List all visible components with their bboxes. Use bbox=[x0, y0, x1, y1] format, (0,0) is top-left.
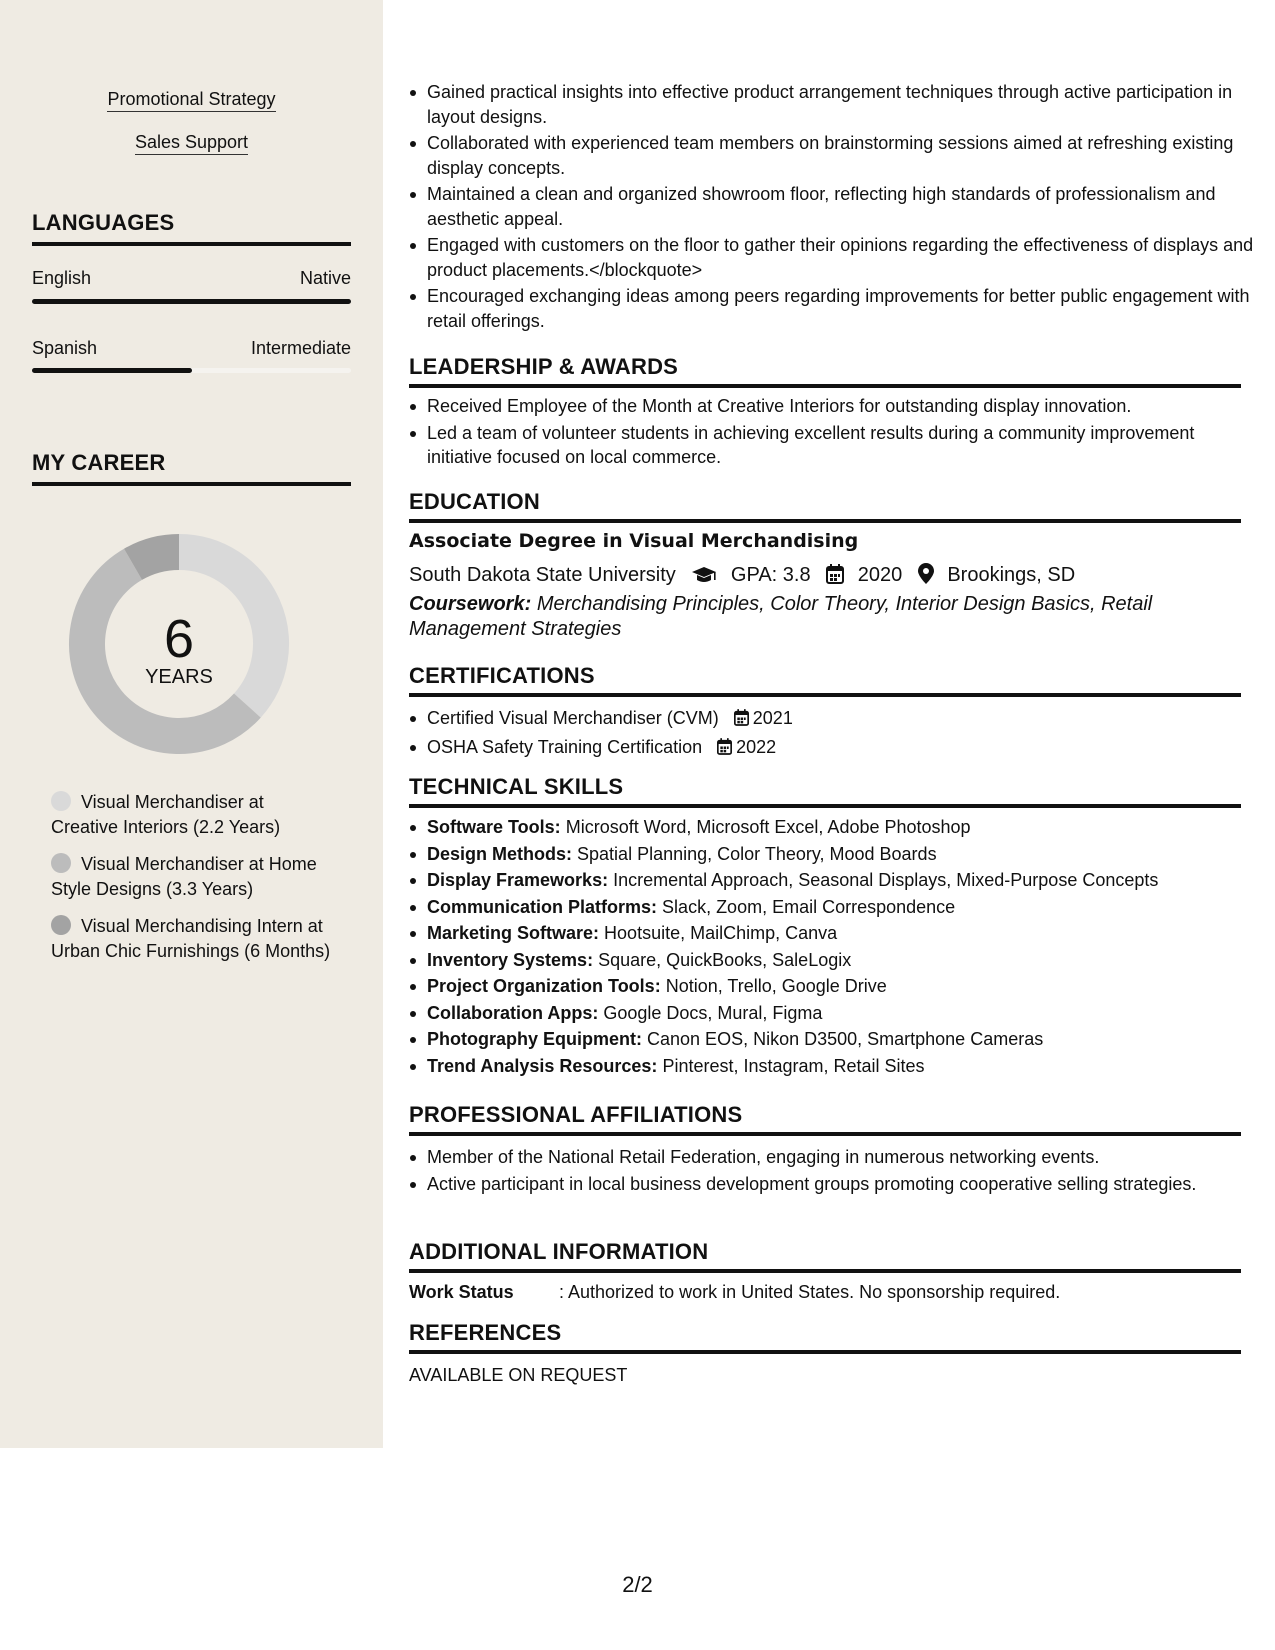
language-row bbox=[32, 337, 351, 359]
list-item bbox=[427, 948, 1259, 973]
career-legend-item bbox=[51, 852, 331, 901]
skill-label: Trend Analysis Resources: bbox=[427, 1055, 658, 1076]
education-meta bbox=[409, 562, 1075, 591]
list-item: Gained practical insights into effective product arrangement techniques through active participation in layout designs. bbox=[427, 80, 1259, 129]
list-item bbox=[427, 842, 1259, 867]
list-item: Maintained a clean and organized showroom floor, reflecting high standards of professionalism and aesthetic appeal. bbox=[427, 182, 1259, 231]
skills-list bbox=[0, 88, 383, 174]
coursework-text: Merchandising Principles, Color Theory, Interior Design Basics, Retail Management Strategies bbox=[409, 593, 1153, 640]
language-row bbox=[32, 267, 351, 289]
page-number: 2/2 bbox=[622, 1572, 653, 1597]
legend-dot bbox=[51, 791, 71, 811]
skill-value: Canon EOS, Nikon D3500, Smartphone Cameras bbox=[647, 1029, 1044, 1049]
list-item: Member of the National Retail Federation, engaging in numerous networking events. bbox=[427, 1145, 1259, 1170]
list-item: Encouraged exchanging ideas among peers regarding improvements for better public engagement with retail offerings. bbox=[427, 284, 1259, 333]
skill-value: Slack, Zoom, Email Correspondence bbox=[662, 896, 956, 917]
additional-info-heading: ADDITIONAL INFORMATION bbox=[409, 1239, 1241, 1273]
skill-value: Hootsuite, MailChimp, Canva bbox=[604, 923, 838, 943]
career-legend-label: Visual Merchandiser at Home Style Designs (3.3 Years) bbox=[51, 854, 317, 899]
leadership-heading: LEADERSHIP & AWARDS bbox=[409, 354, 1241, 388]
leadership-list bbox=[409, 394, 1259, 472]
list-item bbox=[427, 706, 1259, 733]
legend-dot bbox=[51, 915, 71, 935]
calendar-icon bbox=[734, 708, 749, 733]
list-item bbox=[427, 1054, 1259, 1079]
coursework-label: Coursework: bbox=[409, 593, 532, 615]
list-item: Received Employee of the Month at Creative Interiors for outstanding display innovation. bbox=[427, 394, 1259, 419]
language-bar bbox=[32, 299, 351, 304]
list-item bbox=[427, 1001, 1259, 1026]
list-item: Collaborated with experienced team members on brainstorming sessions aimed at refreshing existing display concepts. bbox=[427, 131, 1259, 180]
certification-name: OSHA Safety Training Certification bbox=[427, 736, 703, 757]
skill-value: Notion, Trello, Google Drive bbox=[665, 976, 887, 996]
skill-label: Project Organization Tools: bbox=[427, 976, 661, 996]
career-total: 6 bbox=[163, 609, 195, 669]
skill-value: Google Docs, Mural, Figma bbox=[603, 1002, 823, 1023]
work-status-row bbox=[409, 1280, 1060, 1304]
career-legend-item bbox=[51, 790, 331, 839]
education-school: South Dakota State University bbox=[409, 564, 676, 586]
graduation-cap-icon bbox=[691, 565, 717, 591]
education-location: Brookings, SD bbox=[947, 564, 1076, 586]
career-legend-item bbox=[51, 914, 331, 963]
language-name: Spanish bbox=[32, 338, 98, 358]
skill-value: Square, QuickBooks, SaleLogix bbox=[598, 949, 852, 970]
language-level: Native bbox=[299, 268, 351, 288]
education-degree: Associate Degree in Visual Merchandising bbox=[409, 530, 859, 552]
skill-value: Microsoft Word, Microsoft Excel, Adobe Photoshop bbox=[565, 817, 971, 837]
language-bar-fill bbox=[32, 299, 351, 304]
skill-value: Pinterest, Instagram, Retail Sites bbox=[662, 1055, 925, 1076]
legend-dot bbox=[51, 853, 71, 873]
affiliations-list bbox=[409, 1145, 1259, 1198]
skill-item: Promotional Strategy bbox=[107, 88, 275, 112]
certification-year: 2021 bbox=[752, 708, 793, 728]
language-bar bbox=[32, 368, 351, 373]
skill-label: Display Frameworks: bbox=[427, 870, 609, 890]
certification-year: 2022 bbox=[736, 736, 777, 757]
skill-value: Spatial Planning, Color Theory, Mood Boards bbox=[577, 843, 937, 864]
education-year: 2020 bbox=[857, 564, 903, 586]
location-pin-icon bbox=[918, 563, 934, 591]
language-bar-fill bbox=[32, 368, 192, 373]
list-item bbox=[427, 1027, 1259, 1052]
sidebar bbox=[0, 0, 383, 1448]
list-item bbox=[427, 735, 1259, 762]
calendar-icon bbox=[717, 737, 732, 762]
technical-skills-list bbox=[409, 815, 1259, 1080]
references-heading: REFERENCES bbox=[409, 1320, 1241, 1354]
list-item bbox=[427, 974, 1259, 999]
education-coursework bbox=[409, 592, 1189, 642]
skill-value: Incremental Approach, Seasonal Displays, Mixed-Purpose Concepts bbox=[613, 870, 1159, 890]
languages-heading: LANGUAGES bbox=[32, 210, 351, 246]
career-donut-chart bbox=[66, 531, 292, 757]
career-unit: YEARS bbox=[145, 666, 213, 688]
technical-skills-heading: TECHNICAL SKILLS bbox=[409, 774, 1241, 808]
skill-label: Software Tools: bbox=[427, 817, 561, 837]
language-level: Intermediate bbox=[250, 338, 351, 358]
career-heading: MY CAREER bbox=[32, 450, 351, 486]
work-status-value: : Authorized to work in United States. No sponsorship required. bbox=[559, 1282, 1061, 1302]
certifications-heading: CERTIFICATIONS bbox=[409, 663, 1241, 697]
list-item bbox=[427, 921, 1259, 946]
references-text: AVAILABLE ON REQUEST bbox=[409, 1365, 628, 1385]
certification-name: Certified Visual Merchandiser (CVM) bbox=[427, 708, 719, 728]
skill-label: Marketing Software: bbox=[427, 923, 600, 943]
list-item: Led a team of volunteer students in achieving excellent results during a community improvement initiative focused on local commerce. bbox=[427, 421, 1259, 470]
work-status-label: Work Status bbox=[409, 1282, 514, 1302]
career-legend-label: Visual Merchandiser at Creative Interiors (2.2 Years) bbox=[51, 792, 281, 837]
list-item bbox=[427, 815, 1259, 840]
list-item bbox=[427, 895, 1259, 920]
list-item: Active participant in local business development groups promoting cooperative selling strategies. bbox=[427, 1172, 1259, 1197]
skill-label: Collaboration Apps: bbox=[427, 1002, 599, 1023]
skill-item: Sales Support bbox=[135, 131, 248, 155]
skill-label: Photography Equipment: bbox=[427, 1029, 642, 1049]
donut-segment bbox=[133, 552, 179, 564]
list-item: Engaged with customers on the floor to gather their opinions regarding the effectiveness of displays and product placements.</blockquote> bbox=[427, 233, 1259, 282]
skill-label: Design Methods: bbox=[427, 843, 573, 864]
experience-bullets bbox=[409, 80, 1259, 335]
education-gpa: GPA: 3.8 bbox=[730, 564, 811, 586]
skill-label: Communication Platforms: bbox=[427, 896, 658, 917]
affiliations-heading: PROFESSIONAL AFFILIATIONS bbox=[409, 1102, 1241, 1136]
calendar-icon bbox=[826, 564, 844, 591]
education-heading: EDUCATION bbox=[409, 489, 1241, 523]
skill-label: Inventory Systems: bbox=[427, 949, 594, 970]
career-legend-label: Visual Merchandising Intern at Urban Chic Furnishings (6 Months) bbox=[51, 916, 331, 961]
certifications-list bbox=[409, 706, 1259, 763]
language-name: English bbox=[32, 268, 92, 288]
list-item bbox=[427, 868, 1259, 893]
